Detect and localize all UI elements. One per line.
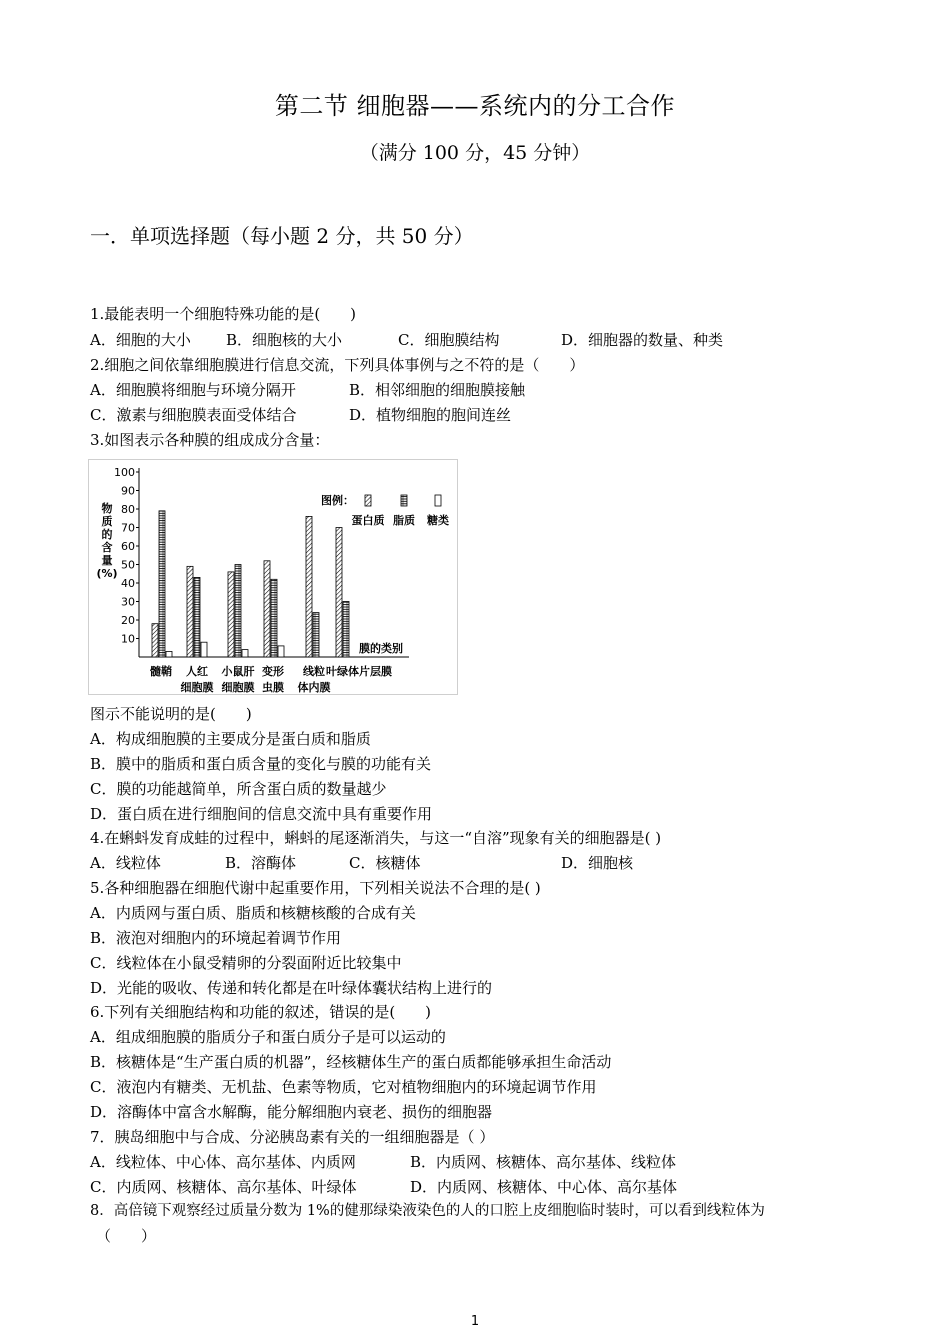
legend-swatch-grid (401, 495, 407, 506)
question-5-option-a: A．内质网与蛋白质、脂质和核糖核酸的合成有关 (90, 904, 416, 922)
bar-diagonal (187, 566, 193, 657)
question-4-option-a: A．线粒体 (90, 854, 161, 872)
question-6-option-a: A．组成细胞膜的脂质分子和蛋白质分子是可以运动的 (90, 1028, 446, 1046)
bar-diagonal (264, 561, 270, 657)
y-tick-label: 60 (121, 540, 135, 553)
page-number: 1 (470, 1314, 480, 1329)
question-3-stem: 3.如图表示各种膜的组成成分含量： (90, 431, 330, 449)
y-tick-label: 50 (121, 558, 135, 572)
bar-grid (194, 577, 200, 657)
bar-grid (235, 565, 241, 658)
x-category-label: 人红 (186, 665, 208, 678)
question-4-option-c: C．核糖体 (349, 854, 421, 872)
bar-empty (166, 651, 172, 657)
question-2-stem: 2.细胞之间依靠细胞膜进行信息交流，下列具体事例与之不符的是（ ） (90, 356, 585, 374)
x-axis-label: 膜的类别 (359, 642, 403, 655)
legend-label: 糖类 (427, 514, 449, 527)
question-2-option-a: A．细胞膜将细胞与环境分隔开 (90, 381, 296, 399)
question-7-option-b: B．内质网、核糖体、高尔基体、线粒体 (410, 1153, 677, 1171)
chart-svg (89, 460, 457, 694)
bar-diagonal (228, 572, 234, 657)
bar-diagonal (306, 516, 312, 657)
question-6-option-b: B．核糖体是“生产蛋白质的机器”，经核糖体生产的蛋白质都能够承担生命活动 (90, 1053, 612, 1071)
y-tick-label: 70 (121, 521, 135, 535)
bar-empty (201, 642, 207, 657)
x-category-label: 细胞膜 (180, 681, 214, 694)
question-7-stem: 7．胰岛细胞中与合成、分泌胰岛素有关的一组细胞器是（ ） (90, 1128, 495, 1146)
legend-swatch-empty (435, 495, 441, 506)
x-category-label: 线粒 (303, 665, 325, 678)
question-7-option-d: D．内质网、核糖体、中心体、高尔基体 (410, 1178, 678, 1196)
y-tick-label: 10 (121, 632, 135, 646)
question-3-question: 图示不能说明的是( ) (90, 705, 252, 723)
question-4-stem: 4.在蝌蚪发育成蛙的过程中，蝌蚪的尾逐渐消失，与这一“自溶”现象有关的细胞器是( ) (90, 829, 662, 847)
legend-title: 图例： (321, 494, 354, 507)
x-category-label: 小鼠肝 (221, 665, 255, 678)
question-6-option-c: C．液泡内有糖类、无机盐、色素等物质，它对植物细胞内的环境起调节作用 (90, 1078, 597, 1096)
x-category-label: 变形 (262, 665, 284, 678)
question-1-option-c: C．细胞膜结构 (398, 331, 500, 349)
y-tick-label: 100 (114, 466, 135, 479)
membrane-composition-chart (88, 459, 458, 695)
bar-empty (278, 646, 284, 657)
question-2-option-b: B．相邻细胞的细胞膜接触 (349, 381, 526, 399)
y-axis-label-char: 量 (101, 554, 113, 567)
legend-swatch-diagonal (365, 495, 371, 506)
question-1-stem: 1.最能表明一个细胞特殊功能的是( ) (90, 305, 357, 323)
legend-label: 蛋白质 (351, 514, 385, 527)
y-tick-label: 20 (121, 614, 135, 627)
legend-label: 脂质 (393, 514, 415, 527)
page-title: 第二节 细胞器——系统内的分工合作 (274, 92, 676, 120)
y-axis-label-char: 的 (101, 528, 113, 541)
question-8-stem-cont: （ ） (96, 1227, 157, 1245)
page-subtitle: （满分 100 分，45 分钟） (359, 142, 591, 164)
question-6-option-d: D．溶酶体中富含水解酶，能分解细胞内衰老、损伤的细胞器 (90, 1103, 493, 1121)
x-category-label: 虫膜 (262, 681, 284, 694)
question-7-option-c: C．内质网、核糖体、高尔基体、叶绿体 (90, 1178, 357, 1196)
y-axis-label-char: 含 (101, 541, 113, 554)
y-tick-label: 90 (121, 484, 135, 498)
question-5-stem: 5.各种细胞器在细胞代谢中起重要作用，下列相关说法不合理的是( ) (90, 879, 541, 897)
question-4-option-b: B．溶酶体 (225, 854, 297, 872)
section-heading: 一．单项选择题（每小题 2 分，共 50 分） (90, 224, 474, 248)
y-tick-label: 30 (121, 595, 135, 609)
question-3-option-c: C．膜的功能越简单，所含蛋白质的数量越少 (90, 780, 387, 798)
question-1-option-a: A．细胞的大小 (90, 331, 191, 349)
bar-diagonal (336, 528, 342, 658)
y-tick-label: 80 (121, 503, 135, 516)
question-7-option-a: A．线粒体、中心体、高尔基体、内质网 (90, 1153, 356, 1171)
question-5-option-b: B．液泡对细胞内的环境起着调节作用 (90, 929, 342, 947)
bar-grid (343, 602, 349, 658)
question-3-option-a: A．构成细胞膜的主要成分是蛋白质和脂质 (90, 730, 371, 748)
y-axis-label-char: 质 (101, 515, 113, 528)
y-axis-label-char: 物 (101, 502, 113, 515)
question-1-option-b: B．细胞核的大小 (226, 331, 343, 349)
question-5-option-d: D．光能的吸收、传递和转化都是在叶绿体囊状结构上进行的 (90, 979, 493, 997)
question-5-option-c: C．线粒体在小鼠受精卵的分裂面附近比较集中 (90, 954, 402, 972)
y-tick-label: 40 (121, 577, 135, 590)
question-8-stem: 8．高倍镜下观察经过质量分数为 1%的健那绿染液染色的人的口腔上皮细胞临时装时，可以看到线粒体为 (90, 1203, 765, 1219)
x-category-label: 髓鞘 (150, 665, 172, 678)
x-category-label: 叶绿体片层膜 (326, 665, 392, 678)
bar-grid (313, 613, 319, 657)
question-3-option-b: B．膜中的脂质和蛋白质含量的变化与膜的功能有关 (90, 755, 432, 773)
question-2-option-d: D．植物细胞的胞间连丝 (349, 406, 512, 424)
bar-empty (242, 650, 248, 657)
bar-diagonal (152, 624, 158, 657)
question-6-stem: 6.下列有关细胞结构和功能的叙述，错误的是( ) (90, 1003, 432, 1021)
question-1-option-d: D．细胞器的数量、种类 (561, 331, 724, 349)
question-4-option-d: D．细胞核 (561, 854, 634, 872)
question-3-option-d: D．蛋白质在进行细胞间的信息交流中具有重要作用 (90, 805, 433, 823)
x-category-label: 体内膜 (297, 681, 331, 694)
y-axis-label-char: (%) (96, 567, 118, 580)
question-2-option-c: C．激素与细胞膜表面受体结合 (90, 406, 297, 424)
x-category-label: 细胞膜 (221, 681, 255, 694)
bar-grid (159, 511, 165, 657)
bar-grid (271, 579, 277, 657)
